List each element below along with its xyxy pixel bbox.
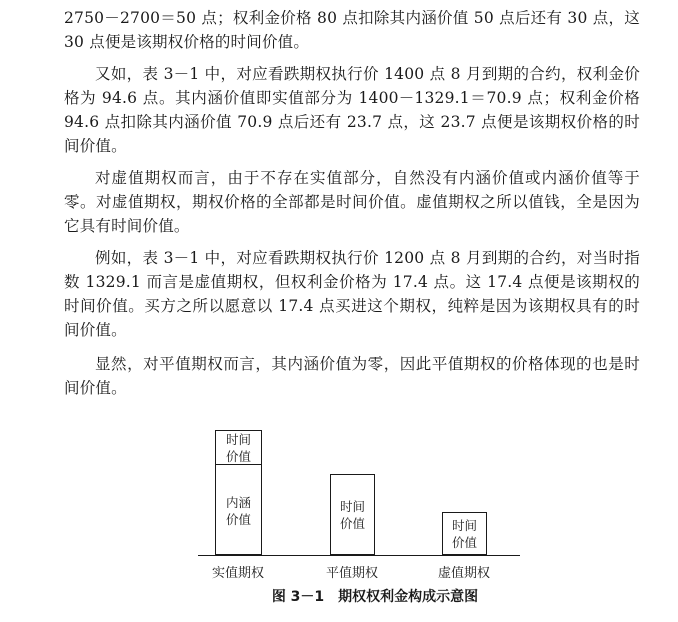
figure-caption: 图 3－1 期权权利金构成示意图 [271, 589, 479, 605]
label-line: 价值 [225, 449, 251, 464]
label-line: 时间 [225, 432, 251, 447]
premium-composition-figure [190, 420, 520, 615]
label-line: 时间 [451, 518, 477, 533]
bar-otm-time-value-label [443, 517, 486, 551]
bar-atm [330, 474, 375, 555]
paragraph-continuation: 2750－2700＝50 点；权利金价格 80 点扣除其内涵价值 50 点后还有 30 点，这 30 点便是该期权价格的时间价值。 [64, 9, 640, 51]
paragraph-otm-example: 例如，表 3－1 中，对应看跌期权执行价 1200 点 8 月到期的合约，对当时指数 1329.1 而言是虚值期权，但权利金价格为 17.4 点。这 17.4 点便是该期权的时间价值。买方之所以愿意以 17.4 点买进这个期权，纯粹是因为该期权具有的时间价值。 [64, 249, 640, 339]
bar-otm [442, 512, 487, 555]
xlabel-atm: 平值期权 [325, 566, 379, 581]
label-line: 内涵 [225, 495, 251, 510]
paragraph-put-itm-example: 又如，表 3－1 中，对应看跌期权执行价 1400 点 8 月到期的合约，权利金价格为 94.6 点。其内涵价值即实值部分为 1400－1329.1＝70.9 点；权利金价格 94.6 点扣除其内涵价值 70.9 点后还有 23.7 点，这 23.7 点便是该期权价格的时间价值。 [64, 65, 640, 155]
bar-itm-time-value-label [216, 431, 261, 465]
label-line: 时间 [339, 499, 365, 514]
xlabel-otm: 虚值期权 [437, 566, 491, 581]
figure-baseline [198, 555, 520, 556]
paragraph-atm-explanation: 显然，对平值期权而言，其内涵价值为零，因此平值期权的价格体现的也是时间价值。 [64, 355, 640, 397]
label-line: 价值 [225, 512, 251, 527]
bar-itm [215, 430, 262, 555]
paragraph-otm-explanation: 对虚值期权而言，由于不存在实值部分，自然没有内涵价值或内涵价值等于零。对虚值期权，期权价格的全部都是时间价值。虚值期权之所以值钱，全是因为它具有时间价值。 [64, 169, 640, 235]
label-line: 价值 [451, 535, 477, 550]
bar-atm-time-value-label [331, 498, 374, 532]
bar-itm-intrinsic-value-label [216, 494, 261, 528]
label-line: 价值 [339, 516, 365, 531]
xlabel-itm: 实值期权 [211, 566, 265, 581]
